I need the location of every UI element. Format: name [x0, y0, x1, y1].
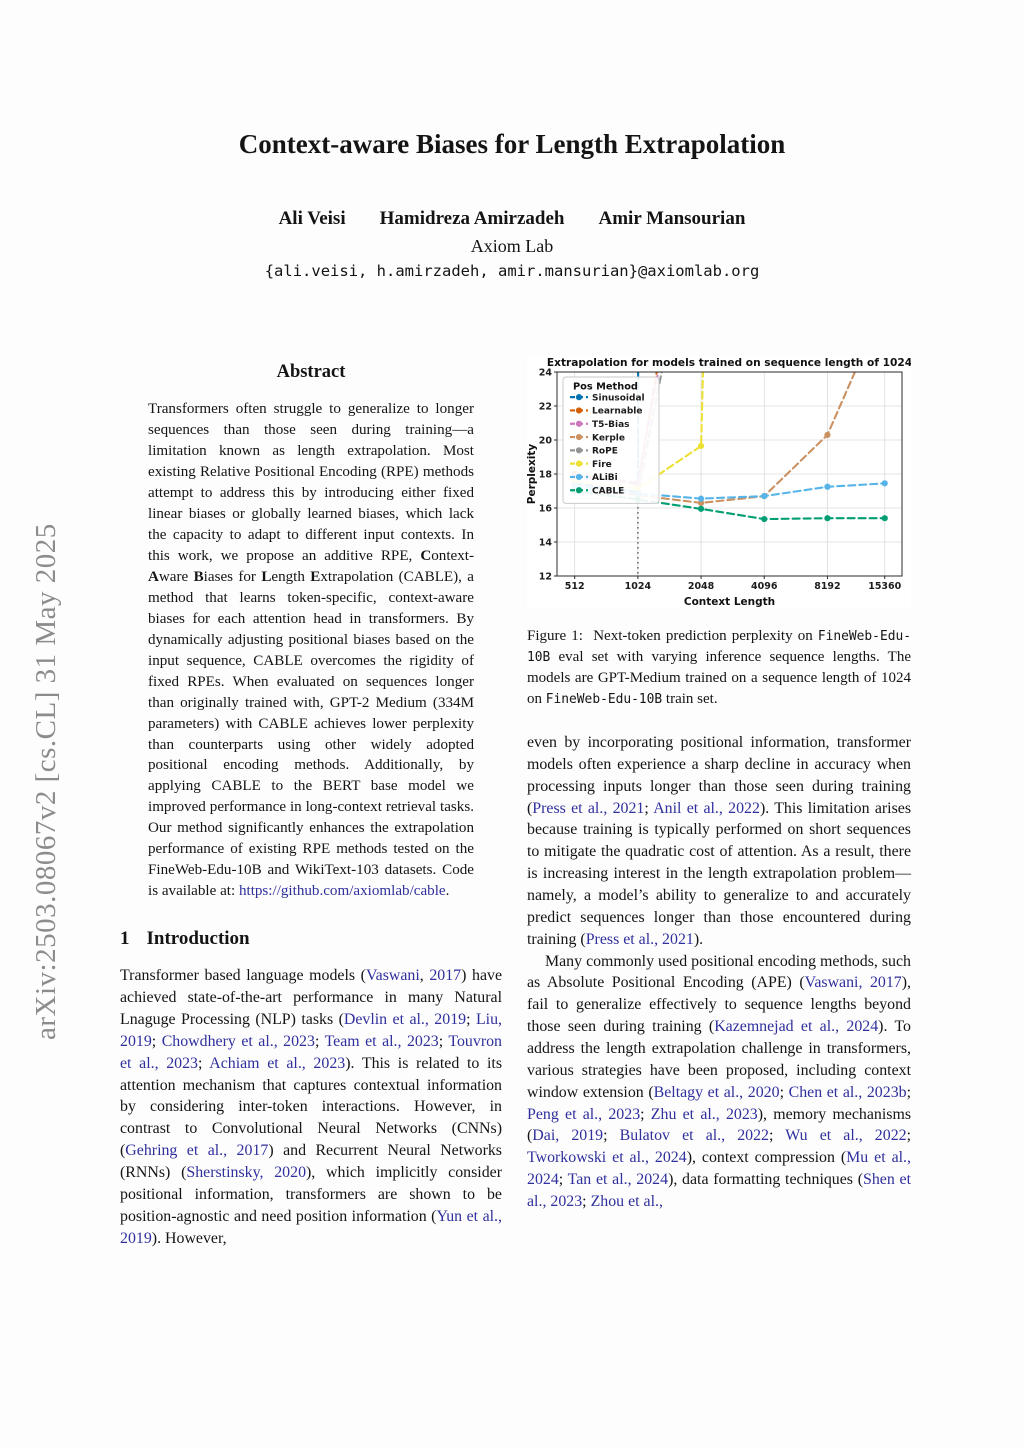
data-point: [824, 484, 830, 490]
section-title: Introduction: [146, 928, 250, 950]
text-segment: ;: [644, 799, 654, 817]
citation-link[interactable]: Tan et al., 2024: [567, 1171, 669, 1189]
text-segment: even by incorporating positional information, transformer models often experience a sharp decline in accuracy when processing inputs longer than those seen during training (: [527, 734, 915, 817]
x-axis-label: Context Length: [683, 596, 776, 608]
data-point: [882, 515, 888, 521]
title-block: [0, 129, 1024, 160]
text-segment: Transformer based language models (: [120, 967, 366, 985]
body-paragraph: [527, 951, 915, 1213]
y-tick-label: 14: [538, 537, 552, 549]
text-segment: ;: [640, 1105, 651, 1123]
text-segment: ware: [158, 568, 194, 585]
citation-link[interactable]: Press et al., 2021: [585, 930, 694, 948]
abstract-body: [148, 399, 478, 902]
y-tick-label: 12: [538, 571, 552, 583]
legend-entry-label: Fire: [592, 459, 612, 470]
x-tick-label: 15360: [868, 581, 902, 592]
x-tick-label: 4096: [751, 581, 778, 592]
text-segment: C: [420, 547, 432, 564]
chart-title: Extrapolation for models trained on sequence length of 1024: [546, 357, 911, 369]
perplexity-chart-svg: [527, 356, 911, 609]
text-segment: .: [445, 883, 450, 900]
citation-link[interactable]: Team et al., 2023: [324, 1032, 439, 1050]
text-segment: Many commonly used positional encoding methods, such as Absolute Positional Encoding (APE) (: [527, 952, 915, 992]
text-segment: ;: [603, 1127, 620, 1145]
text-segment: ;: [438, 1032, 449, 1050]
text-segment: B: [193, 568, 204, 585]
text-segment: ;: [779, 1083, 789, 1101]
text-segment: ontext-: [431, 547, 474, 564]
citation-link[interactable]: Chowdhery et al., 2023: [161, 1032, 315, 1050]
legend-entry-label: ALiBi: [592, 473, 618, 484]
text-segment: ;: [582, 1193, 591, 1211]
citation-link[interactable]: Gehring et al., 2017: [125, 1142, 269, 1160]
text-segment: ;: [906, 1127, 915, 1145]
legend-entry-label: Kerple: [592, 433, 625, 444]
citation-link[interactable]: Peng et al., 2023: [527, 1105, 641, 1123]
legend-entry-label: Sinusoidal: [592, 393, 645, 404]
mono-text: FineWeb-Edu-10B: [527, 629, 911, 665]
text-segment: ;: [906, 1083, 915, 1101]
citation-link[interactable]: Zhou et al.,: [590, 1193, 663, 1211]
section-heading-introduction: [120, 928, 502, 950]
text-segment: ;: [198, 1054, 210, 1072]
legend-entry-label: Learnable: [592, 406, 643, 417]
text-segment: ;: [558, 1171, 568, 1189]
text-segment: ength: [271, 568, 311, 585]
citation-link[interactable]: 2017: [429, 967, 462, 985]
data-point: [698, 496, 704, 502]
data-point: [761, 516, 767, 522]
body-paragraph: [527, 732, 915, 951]
author-name: Hamidreza Amirzadeh: [379, 208, 565, 229]
data-point: [824, 432, 830, 438]
y-tick-label: 18: [538, 469, 552, 481]
data-point: [698, 506, 704, 512]
text-segment: ). To address the length extrapolation challenge in transformers, various strategies have been proposed, including context window extension (: [527, 1018, 915, 1101]
text-segment: xtrapolation (CABLE), a method that learns token-specific, context-aware biases for each attention head in transformers. By dynamically adjusting positional biases based on the input sequence, CABLE overcomes the rigidity of fixed RPEs. When evaluated on sequences longer than originally trained with, GPT-2 Medium (334M parameters) with CABLE achieves lower perplexity than counterparts using other widely adopted positional encoding methods. Additionally, by applying CABLE to the BERT base model we improved performance in long-context retrieval tasks. Our method significantly enhances the extrapolation performance of existing RPE methods tested on the FineWeb-Edu-10B and WikiText-103 datasets. Code is available at:: [148, 568, 478, 900]
text-segment: iases for: [203, 568, 262, 585]
x-tick-label: 8192: [814, 581, 841, 592]
citation-link[interactable]: Touvron et al., 2023: [120, 1032, 506, 1072]
y-tick-label: 20: [538, 435, 552, 447]
mono-text: FineWeb-Edu-10B: [545, 692, 663, 707]
x-tick-label: 512: [564, 581, 585, 592]
citation-link[interactable]: Achiam et al., 2023: [209, 1054, 346, 1072]
data-point: [882, 480, 888, 486]
authors-block: [0, 208, 1024, 280]
y-axis-label: Perplexity: [527, 443, 538, 505]
y-tick-label: 16: [538, 503, 552, 515]
citation-link[interactable]: Zhu et al., 2023: [650, 1105, 758, 1123]
text-segment: ;: [151, 1032, 162, 1050]
left-column: [120, 362, 506, 1249]
citation-link[interactable]: Vaswani, 2017: [804, 974, 902, 992]
text-segment: ). This is related to its attention mechanism that captures contextual information by considering inter-token interactions. However, in contrast to Convolutional Neural Networks (CNNs) (: [120, 1054, 506, 1160]
affiliation: Axiom Lab: [470, 236, 554, 256]
citation-link[interactable]: Press et al., 2021: [532, 799, 645, 817]
text-segment: ) and Recurrent Neural Networks (RNNs) (: [120, 1142, 506, 1181]
figure-1: [527, 356, 915, 710]
author-name: Ali Veisi: [278, 208, 346, 229]
text-segment: ). However,: [151, 1229, 227, 1247]
legend-entry-label: RoPE: [592, 446, 618, 457]
citation-link[interactable]: Chen et al., 2023b: [788, 1083, 907, 1101]
text-segment: Figure 1: Next-token prediction perplexity on: [527, 628, 818, 644]
abstract-heading: Abstract: [276, 362, 346, 382]
citation-link[interactable]: Kazemnejad et al., 2024: [714, 1018, 879, 1036]
text-segment: eval set with varying inference sequence lengths. The models are GPT-Medium trained on a sequence length of 1024 on: [527, 649, 915, 707]
citation-link[interactable]: Wu et al., 2022: [785, 1127, 907, 1145]
y-tick-label: 22: [538, 401, 552, 413]
legend-entry-label: CABLE: [592, 486, 625, 497]
citation-link[interactable]: Beltagy et al., 2020: [653, 1083, 780, 1101]
citation-link[interactable]: Anil et al., 2022: [653, 799, 760, 817]
arxiv-watermark: arXiv:2503.08067v2 [cs.CL] 31 May 2025: [30, 523, 62, 1040]
x-tick-label: 2048: [687, 581, 715, 592]
text-segment: ).: [693, 930, 704, 948]
text-segment: train set.: [662, 691, 718, 707]
section-number: 1: [120, 928, 130, 950]
citation-link[interactable]: Devlin et al., 2019: [343, 1010, 467, 1028]
citation-link[interactable]: Bulatov et al., 2022: [619, 1127, 770, 1145]
author-emails: {ali.veisi, h.amirzadeh, amir.mansurian}@axiomlab.org: [264, 262, 760, 280]
figure-1-chart: [527, 356, 911, 609]
data-point: [698, 443, 704, 449]
citation-link[interactable]: Shen et al., 2023: [527, 1171, 915, 1211]
text-segment: L: [261, 568, 272, 585]
text-segment: Transformers often struggle to generalize to longer sequences than those seen during training—a limitation known as length extrapolation. Most existing Relative Positional Encoding (RPE) methods attempt to address this by introducing either fixed linear biases or globally learned biases, which lack the capacity to adapt to different input contexts. In this work, we propose an additive RPE,: [148, 401, 478, 564]
text-segment: ;: [314, 1032, 325, 1050]
code-url-link[interactable]: https://github.com/axiomlab/cable: [238, 883, 446, 900]
citation-link[interactable]: Yun et al., 2019: [120, 1207, 506, 1247]
text-segment: ), which implicitly consider positional information, transformers are shown to be position-agnostic and need position information (: [120, 1163, 506, 1225]
text-segment: ,: [419, 967, 430, 985]
data-point: [761, 493, 767, 499]
citation-link[interactable]: Dai, 2019: [532, 1127, 604, 1145]
y-tick-label: 24: [538, 367, 552, 379]
figure-1-caption: [527, 626, 915, 710]
x-tick-label: 1024: [624, 581, 652, 592]
data-point: [824, 515, 830, 521]
text-segment: ) have achieved state-of-the-art performance in many Natural Lnaguge Processing (NLP) tasks (: [120, 967, 506, 1028]
text-segment: ), context compression (: [686, 1149, 847, 1167]
citation-link[interactable]: Liu, 2019: [120, 1010, 506, 1050]
introduction-paragraph: [120, 965, 506, 1249]
citation-link[interactable]: Tworkowski et al., 2024: [527, 1149, 687, 1167]
text-segment: ;: [769, 1127, 786, 1145]
author-row: [0, 208, 1024, 230]
text-segment: ), fail to generalize effectively to sequence lengths beyond those seen during training (: [527, 974, 915, 1036]
text-segment: E: [310, 568, 321, 585]
legend-title: Pos Method: [573, 381, 638, 393]
citation-link[interactable]: Mu et al., 2024: [527, 1149, 915, 1189]
text-segment: ;: [466, 1010, 476, 1028]
legend-entry-label: T5-Bias: [592, 419, 630, 430]
citation-link[interactable]: Sherstinsky, 2020: [186, 1163, 307, 1181]
text-segment: A: [148, 568, 159, 585]
citation-link[interactable]: Vaswani: [365, 967, 420, 985]
text-segment: ), data formatting techniques (: [668, 1171, 864, 1189]
chart-legend: [563, 377, 659, 503]
page-title: Context-aware Biases for Length Extrapolation: [238, 129, 786, 159]
author-name: Amir Mansourian: [598, 208, 746, 229]
text-segment: ), memory mechanisms (: [527, 1105, 915, 1145]
text-segment: ). This limitation arises because training is typically performed on short sequences to mitigate the quadratic cost of attention. As a result, there is increasing interest in the length extrapolation problem—namely, a model’s ability to generalize to and accurately predict sequences longer than those encountered during training (: [527, 799, 915, 948]
right-column: [527, 356, 915, 1213]
